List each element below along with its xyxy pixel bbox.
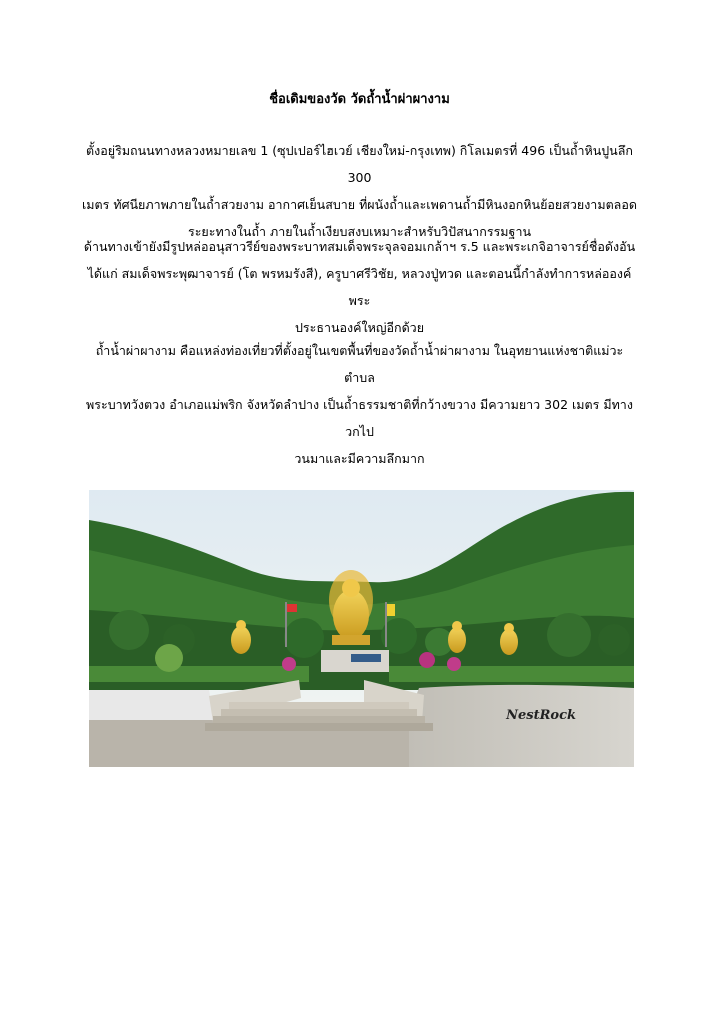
paragraph-cave: [82, 337, 637, 472]
temple-photo-illustration: [89, 490, 634, 767]
page-title: ชื่อเดิมของวัด วัดถ้ำน้ำผ่าผางาม: [269, 92, 450, 107]
paragraph-entrance: [82, 233, 637, 341]
photo-watermark: NestRock: [506, 708, 576, 723]
paragraph-line: เมตร ทัศนียภาพภายในถ้ำสวยงาม อากาศเย็นสบาย ที่ผนังถ้ำและเพดานถ้ำมีหินงอกหินย้อยสวยงามตลอด: [82, 197, 637, 212]
paragraph-line: ถ้ำน้ำผ่าผางาม คือแหล่งท่องเที่ยวที่ตั้งอยู่ในเขตพื้นที่ของวัดถ้ำน้ำผ่าผางาม ในอุทยานแห่งชาติแม่วะ ตำบล: [95, 343, 624, 385]
paragraph-line: วนมาและมีความลึกมาก: [294, 451, 425, 466]
paragraph-line: ตั้งอยู่ริมถนนทางหลวงหมายเลข 1 (ซุปเปอร์ไฮเวย์ เชียงใหม่-กรุงเทพ) กิโลเมตรที่ 496 เป็นถ้ำหินปูนลึก 300: [86, 143, 633, 185]
paragraph-line: ประธานองค์ใหญ่อีกด้วย: [294, 320, 425, 335]
paragraph-line: ด้านทางเข้ายังมีรูปหล่ออนุสาวรีย์ของพระบาทสมเด็จพระจุลจอมเกล้าฯ ร.5 และพระเกจิอาจารย์ชื่อดังอัน: [83, 239, 636, 254]
temple-photo: [89, 490, 634, 767]
paragraph-line: ได้แก่ สมเด็จพระพุฒาจารย์ (โต พรหมรังสี), ครูบาศรีวิชัย, หลวงปู่ทวด และตอนนี้กำลังทำการหล่อองค์พระ: [87, 266, 632, 308]
paragraph-line: ระยะทางในถ้ำ ภายในถ้ำเงียบสงบเหมาะสำหรับวิปัสนากรรมฐาน: [187, 224, 532, 239]
paragraph-line: พระบาทวังตวง อำเภอแม่พริก จังหวัดลำปาง เป็นถ้ำธรรมชาติที่กว้างขวาง มีความยาว 302 เมตร มีทางวกไป: [86, 397, 633, 439]
paragraph-location: [82, 137, 637, 245]
